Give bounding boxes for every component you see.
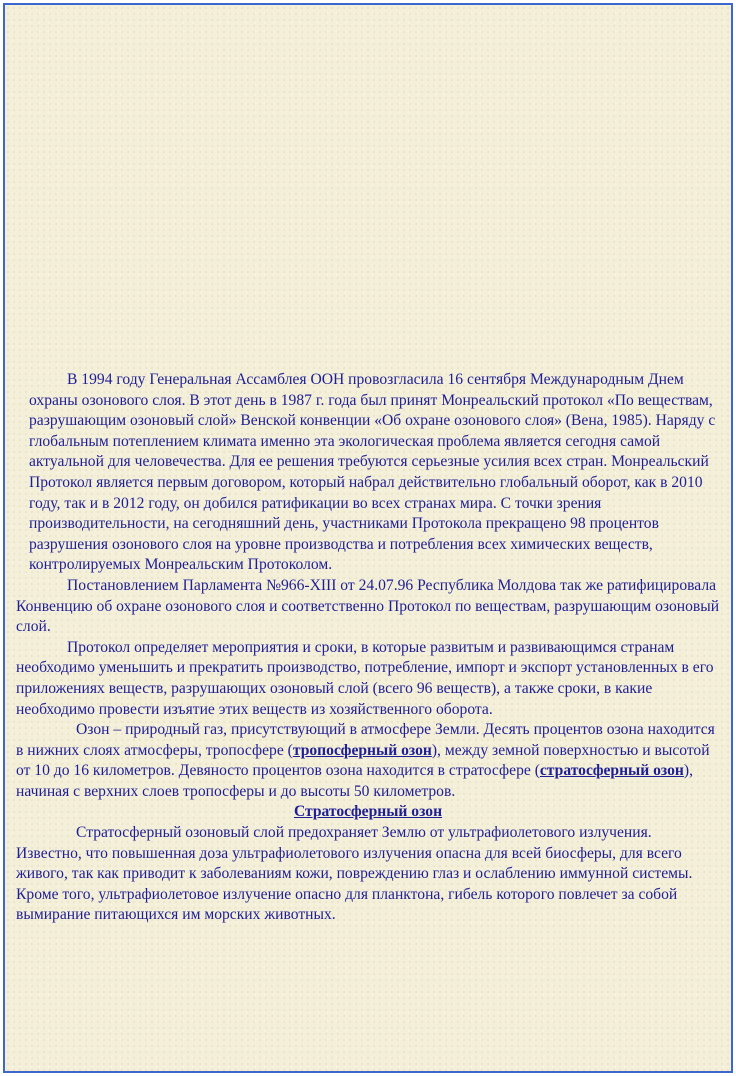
document-body <box>16 370 720 926</box>
intro-block <box>16 370 720 576</box>
text-box-frame <box>3 3 733 1073</box>
paragraph-moldova-ratification: Постановлением Парламента №966-XIII от 24.07.96 Республика Молдова так же ратифицировала Конвенцию об охране озонового слоя и соответственно Протокол по веществам, разрушающим озоновый слой. <box>16 576 720 636</box>
ozone-text-part-c: ), начиная с верхних слоев тропосферы и до высоты 50 километров. <box>16 762 693 800</box>
term-tropospheric-ozone: тропосферный озон <box>292 741 432 759</box>
paragraph-ozone-definition <box>16 720 720 802</box>
paragraph-protocol-measures: Протокол определяет мероприятия и сроки, в которые развитым и развивающимся странам необходимо уменьшить и прекратить производство, потребление, импорт и экспорт установленных в его приложениях веществ, разрушающих озоновый слой (всего 96 веществ), а также сроки, в какие необходимо провести изъятие этих веществ из хозяйственного оборота. <box>16 638 714 718</box>
term-stratospheric-ozone: стратосферный озон <box>539 762 684 780</box>
section-heading-stratospheric-ozone: Стратосферный озон <box>293 803 443 821</box>
paragraph-ozone-day: В 1994 году Генеральная Ассамблея ООН провозгласила 16 сентября Международным Днем охраны озонового слоя. В этот день в 1987 г. года был принят Монреальский протокол «По веществам, разрушающим озоновый слой» Венской конвенции «Об охране озонового слоя» (Вена, 1985). Наряду с глобальным потеплением климата именно эта экологическая проблема является сегодня самой актуальной для человечества. Для ее решения требуются серьезные усилия всех стран. Монреальский Протокол является первым договором, который набрал действительно глобальный оборот, как в 2010 году, так и в 2012 году, он добился ратификации во всех странах мира. С точки зрения производительности, на сегодняшний день, участниками Протокола прекращено 98 процентов разрушения озонового слоя на уровне производства и потребления всех химических веществ, контролируемых Монреальским Протоколом. <box>29 371 716 574</box>
paragraph-uv-protection: Стратосферный озоновый слой предохраняет Землю от ультрафиолетового излучения. Известно, что повышенная доза ультрафиолетового излучения опасна для всей биосферы, для всего живого, так как приводит к заболеваниям кожи, повреждению глаз и ослаблению иммунной системы. Кроме того, ультрафиолетовое излучение опасно для планктона, гибель которого повлечет за собой вымирание питающихся им морских животных. <box>16 824 693 924</box>
ozone-text-part-a: Озон – природный газ, присутствующий в атмосфере Земли. Десять процентов озона находится в нижних слоях атмосферы, тропосфере ( <box>16 721 715 759</box>
ozone-text-part-b: ), между земной поверхностью и высотой от 10 до 16 километров. Девяносто процентов озона находится в стратосфере ( <box>16 741 710 780</box>
